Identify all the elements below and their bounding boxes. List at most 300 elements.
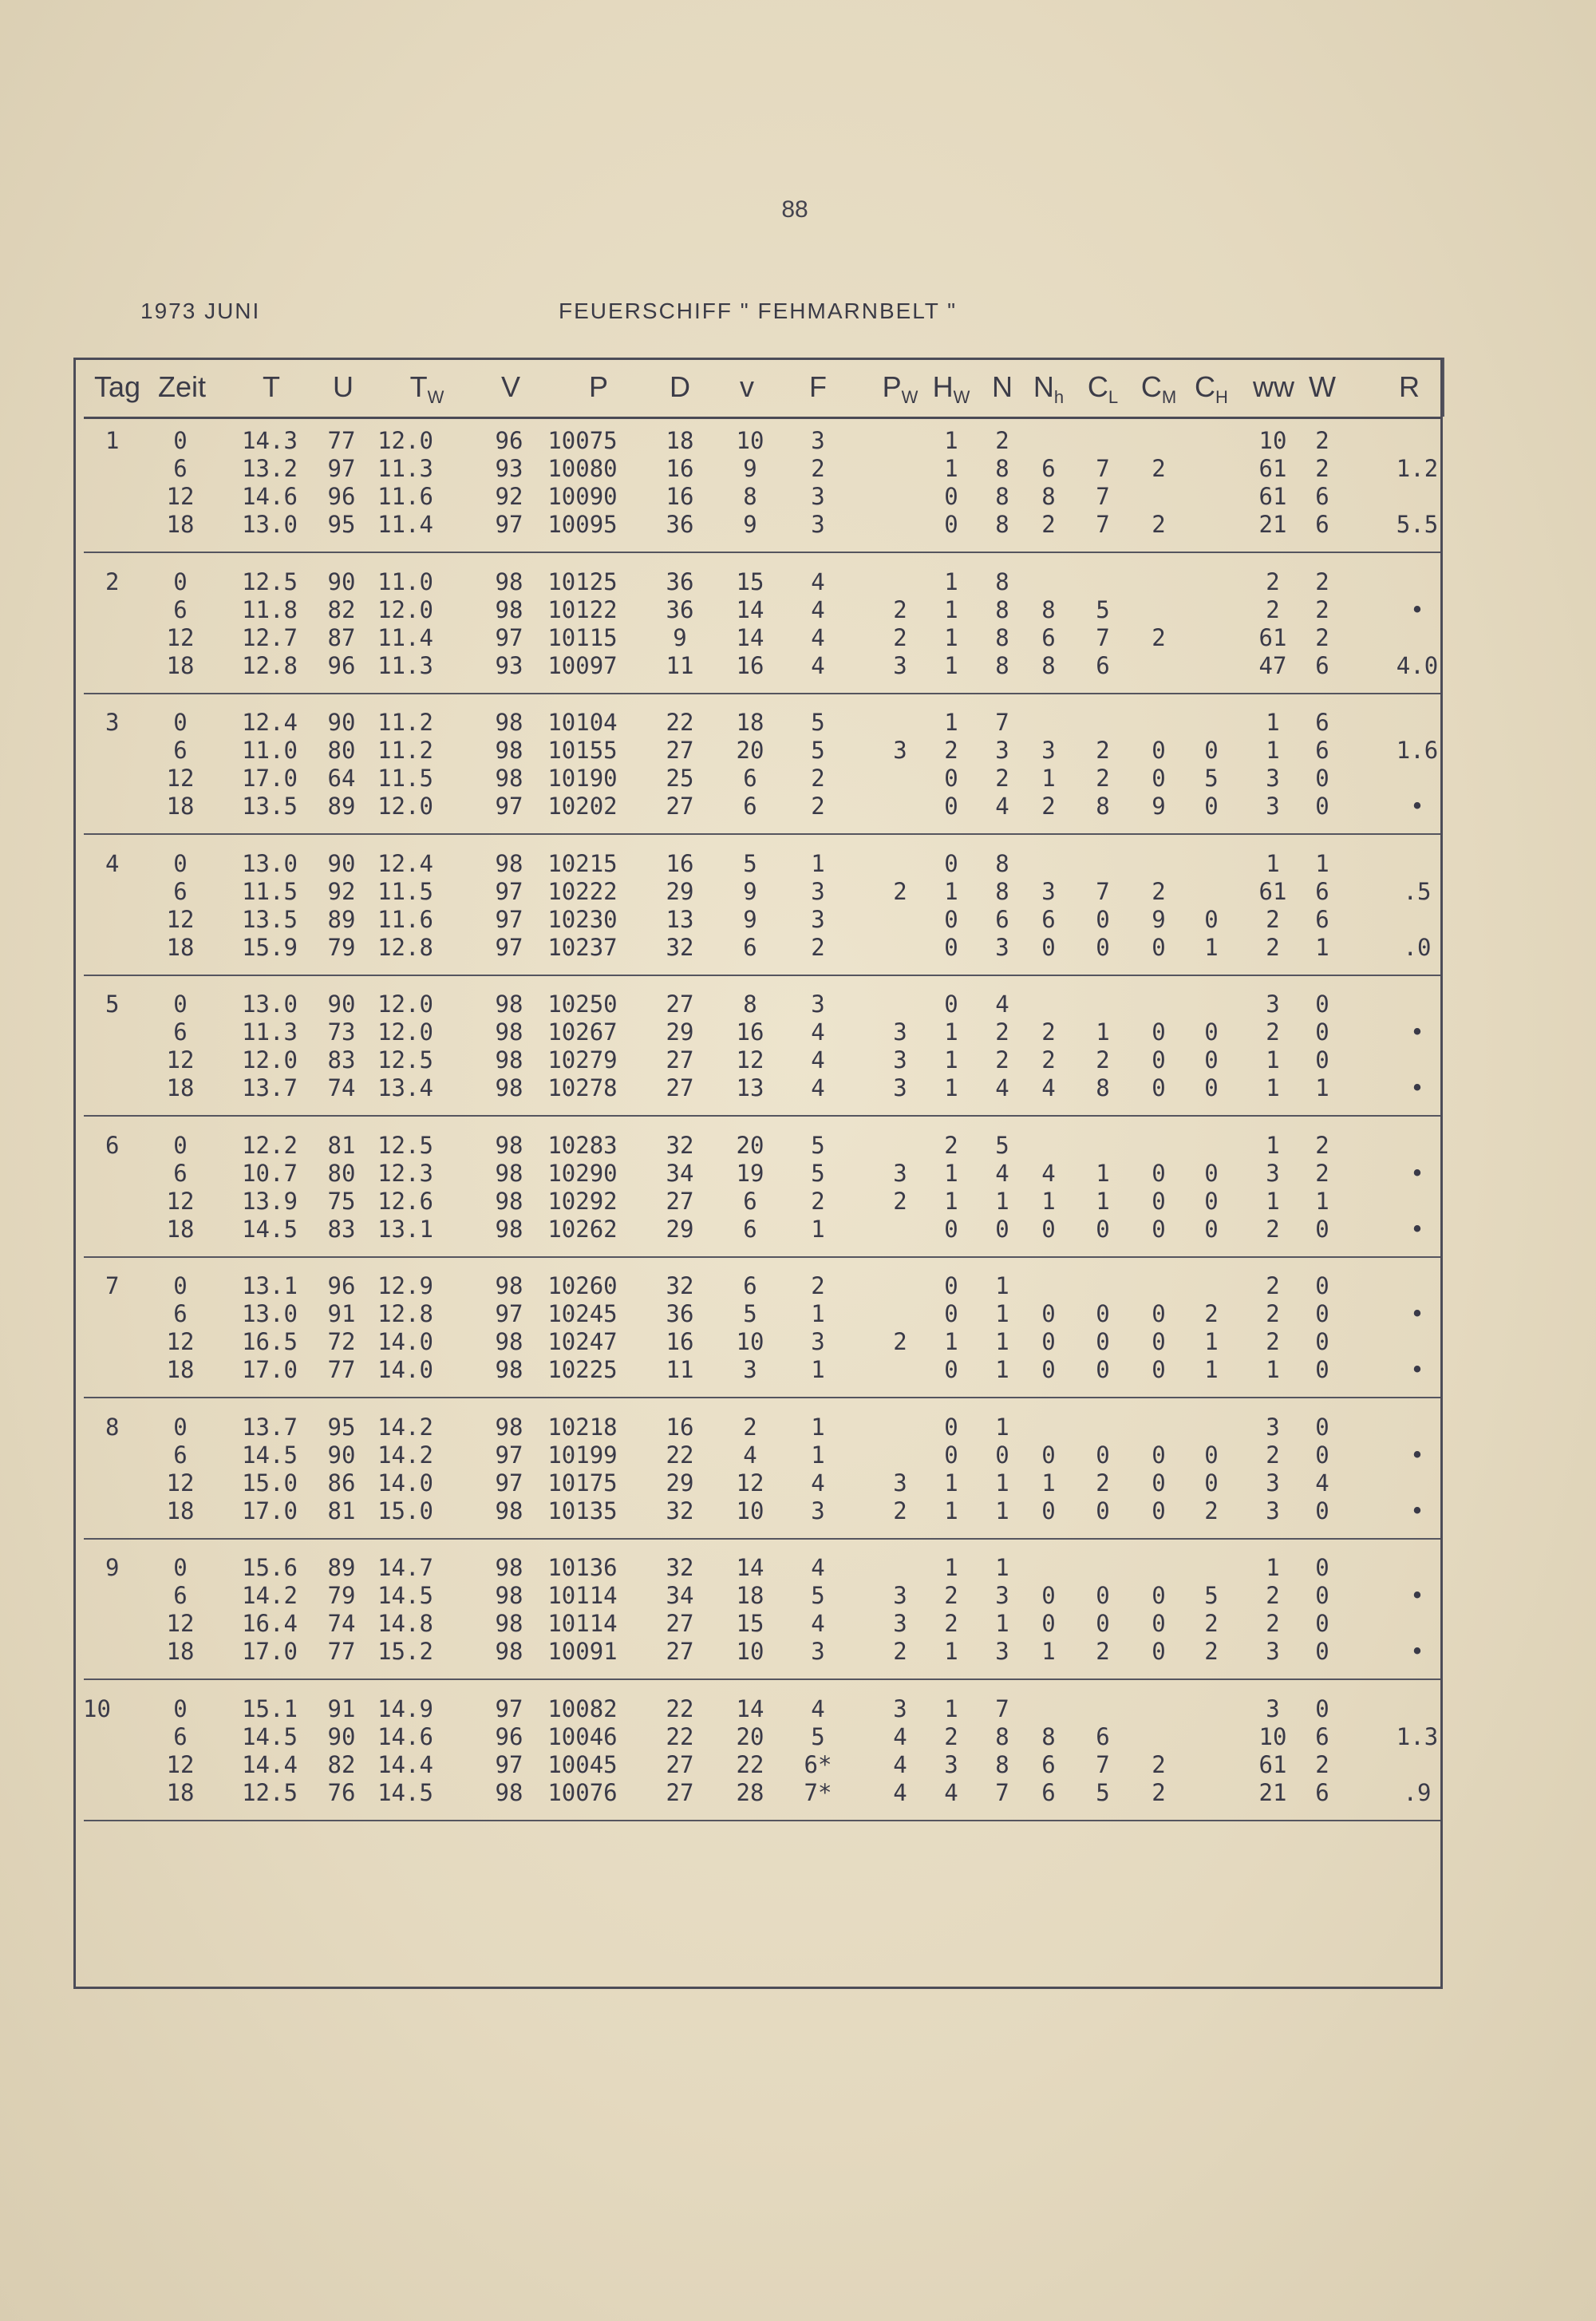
cell-hw: 1 — [944, 1074, 958, 1101]
cell-nh: 2 — [1041, 1018, 1056, 1046]
cell-nh: 1 — [1041, 765, 1056, 792]
cell-tw: 15.0 — [377, 1497, 433, 1524]
cell-r: 1.6 — [1396, 737, 1439, 764]
cell-pw: 3 — [893, 737, 907, 764]
cell-ww: 2 — [1266, 933, 1280, 961]
cell-hw: 1 — [944, 623, 958, 651]
cell-p: 10095 — [547, 511, 618, 538]
cell-cl: 5 — [1096, 1778, 1110, 1806]
day-separator — [84, 1397, 1440, 1398]
cell-ww: 61 — [1258, 877, 1287, 905]
cell-zeit: 12 — [166, 1046, 195, 1074]
cell-cm: 0 — [1152, 1469, 1166, 1497]
cell-tw: 11.6 — [377, 483, 433, 510]
cell-n: 4 — [995, 793, 1009, 820]
cell-hw: 0 — [944, 933, 958, 961]
cell-cl: 2 — [1096, 1469, 1110, 1497]
cell-pw: 3 — [893, 1046, 907, 1074]
cell-v-lower: 3 — [743, 1356, 757, 1383]
cell-v-upper: 93 — [495, 651, 523, 679]
cell-ww: 10 — [1258, 427, 1287, 454]
col-hw: $H_W$ — [932, 370, 970, 408]
cell-n: 1 — [995, 1469, 1009, 1497]
cell-w: 0 — [1315, 990, 1329, 1018]
cell-p: 10190 — [547, 765, 618, 792]
cell-n: 2 — [995, 427, 1009, 454]
cell-f: 5 — [811, 1131, 825, 1159]
cell-tw: 11.3 — [377, 651, 433, 679]
day-tag: 6 — [105, 1131, 120, 1159]
cell-n: 2 — [995, 1018, 1009, 1046]
cell-ch: 0 — [1204, 737, 1219, 764]
cell-hw: 1 — [944, 1046, 958, 1074]
cell-t: 13.0 — [242, 511, 298, 538]
cell-v-upper: 97 — [495, 1694, 523, 1722]
cell-zeit: 18 — [166, 1638, 195, 1665]
cell-v-lower: 6 — [743, 933, 757, 961]
cell-nh: 0 — [1041, 1497, 1056, 1524]
cell-u: 89 — [327, 793, 356, 820]
day-separator — [84, 552, 1440, 553]
cell-ch: 0 — [1204, 1074, 1219, 1101]
cell-v-lower: 12 — [736, 1046, 764, 1074]
cell-hw: 1 — [944, 1328, 958, 1355]
cell-hw: 0 — [944, 1413, 958, 1441]
cell-w: 1 — [1315, 1074, 1329, 1101]
cell-hw: 1 — [944, 877, 958, 905]
cell-ww: 1 — [1266, 1554, 1280, 1581]
cell-pw: 2 — [893, 623, 907, 651]
cell-p: 10082 — [547, 1694, 618, 1722]
cell-u: 83 — [327, 1046, 356, 1074]
cell-v-upper: 92 — [495, 483, 523, 510]
cell-t: 14.5 — [242, 1441, 298, 1469]
cell-t: 13.7 — [242, 1074, 298, 1101]
cell-d: 13 — [666, 905, 694, 933]
cell-v-lower: 9 — [743, 511, 757, 538]
cell-cm: 0 — [1152, 1159, 1166, 1187]
cell-pw: 2 — [893, 1328, 907, 1355]
cell-r: • — [1410, 1159, 1424, 1187]
cell-u: 95 — [327, 511, 356, 538]
cell-n: 4 — [995, 1159, 1009, 1187]
day-tag: 5 — [105, 990, 120, 1018]
cell-t: 15.0 — [242, 1469, 298, 1497]
cell-zeit: 6 — [173, 1722, 188, 1750]
cell-v-lower: 22 — [736, 1750, 764, 1778]
cell-v-upper: 98 — [495, 990, 523, 1018]
col-n: N — [992, 370, 1013, 403]
cell-v-upper: 98 — [495, 567, 523, 595]
cell-t: 17.0 — [242, 1497, 298, 1524]
cell-u: 90 — [327, 1441, 356, 1469]
cell-d: 27 — [666, 1046, 694, 1074]
cell-nh: 8 — [1041, 483, 1056, 510]
col-pw: $P_W$ — [882, 370, 918, 408]
cell-pw: 3 — [893, 1469, 907, 1497]
cell-zeit: 18 — [166, 1778, 195, 1806]
cell-p: 10097 — [547, 651, 618, 679]
cell-n: 8 — [995, 1750, 1009, 1778]
cell-w: 0 — [1315, 1694, 1329, 1722]
cell-u: 90 — [327, 567, 356, 595]
cell-v-upper: 98 — [495, 1328, 523, 1355]
cell-tw: 11.5 — [377, 877, 433, 905]
cell-cm: 0 — [1152, 765, 1166, 792]
cell-ww: 2 — [1266, 1272, 1280, 1299]
cell-hw: 0 — [944, 511, 958, 538]
cell-zeit: 0 — [173, 849, 188, 877]
cell-cm: 9 — [1152, 905, 1166, 933]
cell-w: 0 — [1315, 1554, 1329, 1581]
day-separator — [84, 1538, 1440, 1540]
cell-zeit: 18 — [166, 1074, 195, 1101]
cell-p: 10125 — [547, 567, 618, 595]
cell-tw: 12.5 — [377, 1046, 433, 1074]
cell-hw: 2 — [944, 737, 958, 764]
cell-t: 12.7 — [242, 623, 298, 651]
cell-f: 3 — [811, 511, 825, 538]
cell-t: 13.0 — [242, 849, 298, 877]
cell-ww: 61 — [1258, 623, 1287, 651]
cell-w: 0 — [1315, 765, 1329, 792]
cell-ww: 47 — [1258, 651, 1287, 679]
cell-tw: 14.0 — [377, 1328, 433, 1355]
cell-nh: 0 — [1041, 1356, 1056, 1383]
cell-cm: 2 — [1152, 511, 1166, 538]
cell-hw: 0 — [944, 905, 958, 933]
cell-v-lower: 4 — [743, 1441, 757, 1469]
cell-ww: 2 — [1266, 1215, 1280, 1243]
cell-ww: 1 — [1266, 1046, 1280, 1074]
cell-ch: 0 — [1204, 1469, 1219, 1497]
cell-u: 81 — [327, 1497, 356, 1524]
cell-v-upper: 98 — [495, 1356, 523, 1383]
cell-v-lower: 20 — [736, 737, 764, 764]
cell-cl: 0 — [1096, 1215, 1110, 1243]
cell-cm: 0 — [1152, 1582, 1166, 1609]
cell-zeit: 6 — [173, 1300, 188, 1327]
cell-d: 22 — [666, 1722, 694, 1750]
cell-w: 2 — [1315, 567, 1329, 595]
cell-v-upper: 97 — [495, 1469, 523, 1497]
cell-cl: 0 — [1096, 1300, 1110, 1327]
cell-f: 4 — [811, 1046, 825, 1074]
cell-n: 3 — [995, 737, 1009, 764]
cell-pw: 3 — [893, 1018, 907, 1046]
cell-zeit: 12 — [166, 1610, 195, 1637]
cell-d: 36 — [666, 511, 694, 538]
cell-hw: 1 — [944, 1554, 958, 1581]
cell-u: 73 — [327, 1018, 356, 1046]
cell-ww: 61 — [1258, 483, 1287, 510]
cell-d: 34 — [666, 1582, 694, 1609]
cell-f: 4 — [811, 567, 825, 595]
cell-n: 7 — [995, 709, 1009, 736]
cell-ch: 2 — [1204, 1610, 1219, 1637]
cell-w: 0 — [1315, 1328, 1329, 1355]
cell-t: 15.1 — [242, 1694, 298, 1722]
cell-nh: 0 — [1041, 1328, 1056, 1355]
cell-t: 14.5 — [242, 1722, 298, 1750]
cell-pw: 4 — [893, 1778, 907, 1806]
cell-d: 11 — [666, 1356, 694, 1383]
cell-t: 11.5 — [242, 877, 298, 905]
cell-t: 12.8 — [242, 651, 298, 679]
cell-f: 2 — [811, 455, 825, 482]
cell-u: 77 — [327, 427, 356, 454]
cell-pw: 2 — [893, 595, 907, 623]
cell-pw: 2 — [893, 1638, 907, 1665]
day-tag: 1 — [105, 427, 120, 454]
cell-ch: 0 — [1204, 1046, 1219, 1074]
cell-nh: 6 — [1041, 1750, 1056, 1778]
cell-n: 3 — [995, 933, 1009, 961]
cell-w: 0 — [1315, 1638, 1329, 1665]
cell-pw: 3 — [893, 651, 907, 679]
cell-w: 6 — [1315, 483, 1329, 510]
cell-f: 5 — [811, 737, 825, 764]
cell-t: 13.5 — [242, 793, 298, 820]
cell-r: 4.0 — [1396, 651, 1439, 679]
cell-r: • — [1410, 1638, 1424, 1665]
cell-u: 89 — [327, 1554, 356, 1581]
cell-nh: 0 — [1041, 1441, 1056, 1469]
cell-tw: 14.5 — [377, 1778, 433, 1806]
cell-t: 11.3 — [242, 1018, 298, 1046]
cell-tw: 11.6 — [377, 905, 433, 933]
cell-nh: 0 — [1041, 1300, 1056, 1327]
cell-ch: 0 — [1204, 1187, 1219, 1215]
cell-ww: 2 — [1266, 1328, 1280, 1355]
cell-p: 10262 — [547, 1215, 618, 1243]
cell-ww: 3 — [1266, 1469, 1280, 1497]
cell-v-upper: 98 — [495, 595, 523, 623]
col-t: T — [263, 370, 280, 403]
col-cm: $C_M$ — [1140, 370, 1177, 408]
cell-ww: 3 — [1266, 1413, 1280, 1441]
cell-v-lower: 5 — [743, 849, 757, 877]
cell-d: 16 — [666, 849, 694, 877]
cell-tw: 12.8 — [377, 933, 433, 961]
cell-ch: 5 — [1204, 765, 1219, 792]
cell-cl: 7 — [1096, 623, 1110, 651]
cell-cl: 0 — [1096, 1582, 1110, 1609]
cell-tw: 14.0 — [377, 1356, 433, 1383]
cell-cl: 0 — [1096, 933, 1110, 961]
cell-tw: 12.4 — [377, 849, 433, 877]
cell-r: .5 — [1403, 877, 1432, 905]
cell-v-upper: 98 — [495, 709, 523, 736]
cell-pw: 3 — [893, 1074, 907, 1101]
cell-t: 17.0 — [242, 1356, 298, 1383]
cell-nh: 2 — [1041, 511, 1056, 538]
cell-hw: 1 — [944, 427, 958, 454]
cell-v-upper: 98 — [495, 1497, 523, 1524]
cell-u: 77 — [327, 1356, 356, 1383]
cell-ch: 1 — [1204, 1328, 1219, 1355]
cell-hw: 0 — [944, 483, 958, 510]
cell-tw: 13.4 — [377, 1074, 433, 1101]
cell-zeit: 6 — [173, 1018, 188, 1046]
cell-d: 29 — [666, 877, 694, 905]
cell-tw: 12.9 — [377, 1272, 433, 1299]
cell-w: 1 — [1315, 1187, 1329, 1215]
cell-p: 10230 — [547, 905, 618, 933]
cell-zeit: 6 — [173, 455, 188, 482]
cell-tw: 11.2 — [377, 709, 433, 736]
cell-ch: 2 — [1204, 1638, 1219, 1665]
cell-f: 6* — [804, 1750, 832, 1778]
cell-n: 5 — [995, 1131, 1009, 1159]
cell-p: 10175 — [547, 1469, 618, 1497]
cell-zeit: 12 — [166, 905, 195, 933]
cell-n: 8 — [995, 595, 1009, 623]
day-separator — [84, 1256, 1440, 1258]
cell-u: 81 — [327, 1131, 356, 1159]
cell-zeit: 0 — [173, 1554, 188, 1581]
day-tag: 7 — [105, 1272, 120, 1299]
cell-w: 6 — [1315, 651, 1329, 679]
cell-v-upper: 98 — [495, 1272, 523, 1299]
col-tw: $T_W$ — [409, 370, 444, 408]
cell-u: 91 — [327, 1300, 356, 1327]
cell-u: 75 — [327, 1187, 356, 1215]
cell-v-upper: 98 — [495, 849, 523, 877]
cell-tw: 11.2 — [377, 737, 433, 764]
cell-v-lower: 16 — [736, 1018, 764, 1046]
cell-tw: 11.4 — [377, 511, 433, 538]
cell-r: 1.2 — [1396, 455, 1439, 482]
cell-w: 6 — [1315, 905, 1329, 933]
cell-ww: 1 — [1266, 849, 1280, 877]
cell-f: 2 — [811, 1187, 825, 1215]
cell-r: • — [1410, 1356, 1424, 1383]
cell-tw: 12.0 — [377, 427, 433, 454]
cell-u: 92 — [327, 877, 356, 905]
cell-cl: 0 — [1096, 1441, 1110, 1469]
cell-cl: 0 — [1096, 1610, 1110, 1637]
cell-n: 8 — [995, 1722, 1009, 1750]
cell-n: 6 — [995, 905, 1009, 933]
cell-zeit: 0 — [173, 567, 188, 595]
cell-tw: 11.0 — [377, 567, 433, 595]
cell-tw: 11.4 — [377, 623, 433, 651]
day-tag: 10 — [83, 1694, 111, 1722]
cell-w: 0 — [1315, 1356, 1329, 1383]
cell-p: 10260 — [547, 1272, 618, 1299]
cell-zeit: 18 — [166, 1356, 195, 1383]
cell-u: 89 — [327, 905, 356, 933]
cell-zeit: 18 — [166, 933, 195, 961]
cell-cm: 0 — [1152, 1046, 1166, 1074]
cell-p: 10279 — [547, 1046, 618, 1074]
cell-cm: 0 — [1152, 1018, 1166, 1046]
cell-cm: 2 — [1152, 1750, 1166, 1778]
col-ww: ww — [1253, 370, 1294, 403]
cell-f: 3 — [811, 905, 825, 933]
cell-zeit: 12 — [166, 1469, 195, 1497]
cell-v-lower: 9 — [743, 905, 757, 933]
cell-cl: 0 — [1096, 1497, 1110, 1524]
cell-v-lower: 10 — [736, 1638, 764, 1665]
cell-n: 8 — [995, 651, 1009, 679]
cell-t: 14.2 — [242, 1582, 298, 1609]
cell-zeit: 0 — [173, 1131, 188, 1159]
cell-zeit: 0 — [173, 1694, 188, 1722]
cell-ww: 2 — [1266, 567, 1280, 595]
cell-d: 22 — [666, 1694, 694, 1722]
cell-zeit: 6 — [173, 1159, 188, 1187]
cell-n: 3 — [995, 1582, 1009, 1609]
cell-p: 10290 — [547, 1159, 618, 1187]
cell-hw: 0 — [944, 1441, 958, 1469]
cell-u: 74 — [327, 1074, 356, 1101]
cell-t: 15.9 — [242, 933, 298, 961]
cell-ww: 21 — [1258, 1778, 1287, 1806]
cell-p: 10199 — [547, 1441, 618, 1469]
cell-v-upper: 98 — [495, 1215, 523, 1243]
cell-tw: 13.1 — [377, 1215, 433, 1243]
cell-d: 16 — [666, 1328, 694, 1355]
cell-v-upper: 97 — [495, 1300, 523, 1327]
cell-tw: 14.0 — [377, 1469, 433, 1497]
cell-w: 0 — [1315, 1018, 1329, 1046]
cell-cm: 0 — [1152, 1610, 1166, 1637]
cell-v-upper: 98 — [495, 765, 523, 792]
cell-t: 14.4 — [242, 1750, 298, 1778]
cell-d: 27 — [666, 1610, 694, 1637]
cell-v-lower: 10 — [736, 427, 764, 454]
cell-p: 10267 — [547, 1018, 618, 1046]
cell-nh: 0 — [1041, 933, 1056, 961]
cell-d: 16 — [666, 455, 694, 482]
cell-v-lower: 9 — [743, 455, 757, 482]
cell-nh: 4 — [1041, 1159, 1056, 1187]
cell-tw: 12.0 — [377, 990, 433, 1018]
cell-pw: 2 — [893, 877, 907, 905]
cell-n: 1 — [995, 1272, 1009, 1299]
cell-u: 72 — [327, 1328, 356, 1355]
cell-zeit: 6 — [173, 1441, 188, 1469]
cell-t: 13.1 — [242, 1272, 298, 1299]
cell-f: 5 — [811, 1582, 825, 1609]
cell-ch: 0 — [1204, 1441, 1219, 1469]
cell-n: 1 — [995, 1497, 1009, 1524]
cell-hw: 1 — [944, 651, 958, 679]
cell-p: 10114 — [547, 1610, 618, 1637]
cell-cl: 1 — [1096, 1018, 1110, 1046]
cell-t: 13.5 — [242, 905, 298, 933]
cell-cm: 0 — [1152, 737, 1166, 764]
day-tag: 8 — [105, 1413, 120, 1441]
cell-cl: 2 — [1096, 765, 1110, 792]
cell-nh: 2 — [1041, 1046, 1056, 1074]
cell-pw: 2 — [893, 1187, 907, 1215]
cell-u: 90 — [327, 849, 356, 877]
cell-p: 10114 — [547, 1582, 618, 1609]
cell-zeit: 0 — [173, 1272, 188, 1299]
cell-cl: 7 — [1096, 483, 1110, 510]
cell-ch: 1 — [1204, 1356, 1219, 1383]
cell-ch: 2 — [1204, 1300, 1219, 1327]
cell-r: • — [1410, 1497, 1424, 1524]
col-p: P — [588, 370, 609, 403]
cell-zeit: 6 — [173, 877, 188, 905]
cell-u: 91 — [327, 1694, 356, 1722]
cell-ww: 3 — [1266, 765, 1280, 792]
cell-ww: 2 — [1266, 1441, 1280, 1469]
